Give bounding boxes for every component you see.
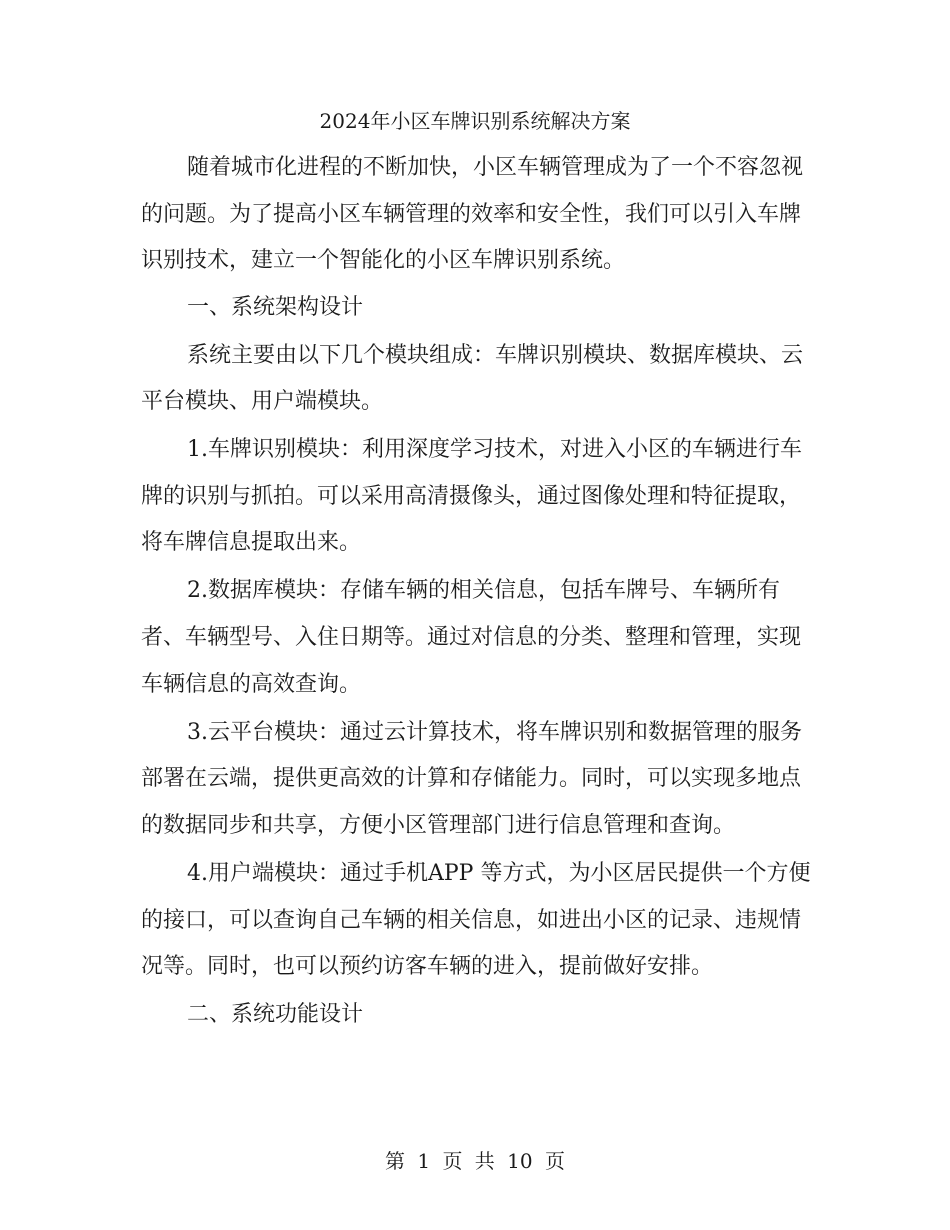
paragraph-line: 平台模块、用户端模块。 bbox=[141, 389, 384, 414]
paragraph-line: 车辆信息的高效查询。 bbox=[141, 672, 362, 697]
paragraph-line: 部署在云端，提供更高效的计算和存储能力。同时，可以实现多地点 bbox=[141, 766, 802, 791]
document-title: 2024年小区车牌识别系统解决方案 bbox=[319, 109, 631, 133]
paragraph-line: 2.数据库模块：存储车辆的相关信息，包括车牌号、车辆所有 bbox=[187, 578, 780, 603]
paragraph-line: 的数据同步和共享，方便小区管理部门进行信息管理和查询。 bbox=[141, 813, 736, 838]
page-footer: 第 1 页 共 10 页 bbox=[385, 1149, 565, 1173]
paragraph-line: 的问题。为了提高小区车辆管理的效率和安全性，我们可以引入车牌 bbox=[141, 202, 802, 227]
paragraph-line: 系统主要由以下几个模块组成：车牌识别模块、数据库模块、云 bbox=[187, 343, 804, 368]
paragraph-line: 者、车辆型号、入住日期等。通过对信息的分类、整理和管理，实现 bbox=[141, 625, 802, 650]
paragraph-line: 3.云平台模块：通过云计算技术，将车牌识别和数据管理的服务 bbox=[187, 720, 802, 745]
paragraph-line: 识别技术，建立一个智能化的小区车牌识别系统。 bbox=[141, 248, 626, 273]
paragraph-line: 的接口，可以查询自己车辆的相关信息，如进出小区的记录、违规情 bbox=[141, 908, 802, 933]
section-heading: 二、系统功能设计 bbox=[187, 1002, 364, 1027]
paragraph-line: 况等。同时，也可以预约访客车辆的进入，提前做好安排。 bbox=[141, 954, 714, 979]
paragraph-line: 4.用户端模块：通过手机APP 等方式，为小区居民提供一个方便 bbox=[187, 861, 811, 886]
paragraph-line: 随着城市化进程的不断加快，小区车辆管理成为了一个不容忽视 bbox=[187, 155, 804, 180]
paragraph-line: 牌的识别与抓拍。可以采用高清摄像头，通过图像处理和特征提取， bbox=[141, 484, 802, 509]
section-heading: 一、系统架构设计 bbox=[187, 295, 364, 320]
paragraph-line: 将车牌信息提取出来。 bbox=[141, 530, 362, 555]
paragraph-line: 1.车牌识别模块：利用深度学习技术，对进入小区的车辆进行车 bbox=[187, 437, 802, 462]
